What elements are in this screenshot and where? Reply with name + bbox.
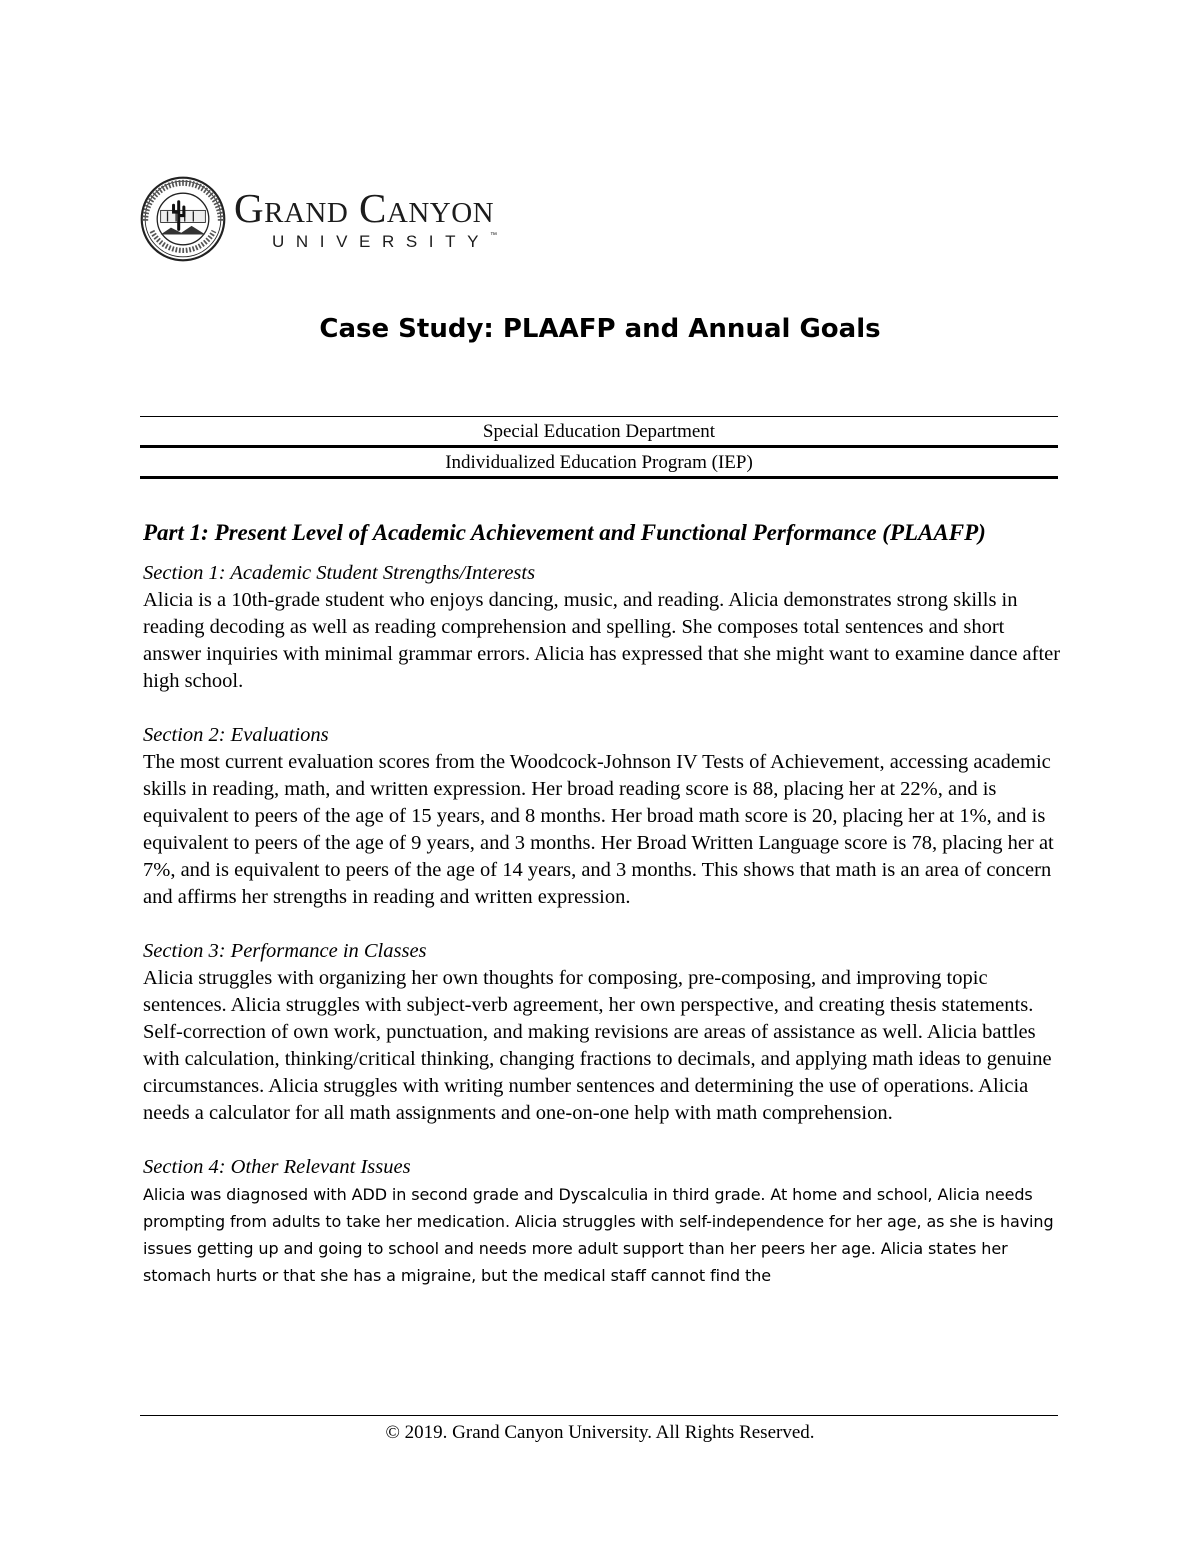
copyright-footer: © 2019. Grand Canyon University. All Rights Reserved. bbox=[385, 1422, 815, 1443]
section-paragraph: Alicia was diagnosed with ADD in second grade and Dyscalculia in third grade. At home and school, Alicia needs prompting from adults to take her medication. Alicia struggles with self-independence for her age, as she is having issues getting up and going to school and needs more adult support than her peers her age. Alicia states her stomach hurts or that she has a migraine, but the medical staff cannot find the bbox=[143, 1185, 1054, 1285]
document-body bbox=[143, 516, 1063, 1289]
footer-rule bbox=[140, 1415, 1058, 1416]
wordmark-bottom-text: UNIVERSITY bbox=[272, 232, 491, 251]
header-row-program: Individualized Education Program (IEP) bbox=[445, 452, 753, 473]
trademark-symbol: ™ bbox=[490, 232, 498, 239]
wordmark-bottom bbox=[234, 232, 497, 252]
section-paragraph: Alicia struggles with organizing her own thoughts for composing, pre-composing, and improving topic sentences. Alicia struggles with subject-verb agreement, her own perspective, and creating thesis statements. Self-correction of own work, punctuation, and making revisions are areas of assistance as well. Alicia battles with calculation, thinking/critical thinking, changing fractions to decimals, and applying math ideas to genuine circumstances. Alicia struggles with writing number sentences and determining the use of operations. Alicia needs a calculator for all math assignments and one-on-one help with math comprehension. bbox=[143, 967, 1052, 1124]
part-heading: Part 1: Present Level of Academic Achievement and Functional Performance (PLAAFP) bbox=[143, 520, 986, 545]
wordmark bbox=[234, 186, 497, 252]
section-heading: Section 3: Performance in Classes bbox=[143, 940, 427, 962]
section-heading: Section 4: Other Relevant Issues bbox=[143, 1156, 411, 1178]
header-rule-bottom bbox=[140, 476, 1058, 479]
gcu-logo bbox=[140, 176, 497, 262]
section-heading: Section 2: Evaluations bbox=[143, 724, 329, 746]
university-seal-icon bbox=[140, 176, 226, 262]
section-paragraph: The most current evaluation scores from the Woodcock-Johnson IV Tests of Achievement, accessing academic skills in reading, math, and written expression. Her broad reading score is 88, placing her at 22%, and is equivalent to peers of the age of 15 years, and 8 months. Her broad math score is 20, placing her at 1%, and is equivalent to peers of the age of 9 years, and 3 months. Her Broad Written Language score is 78, placing her at 7%, and is equivalent to peers of the age of 14 years, and 3 months. This shows that math is an area of concern and affirms her strengths in reading and written expression. bbox=[143, 751, 1054, 908]
page-title: Case Study: PLAAFP and Annual Goals bbox=[319, 314, 881, 344]
section-heading: Section 1: Academic Student Strengths/Interests bbox=[143, 562, 536, 584]
section-paragraph: Alicia is a 10th-grade student who enjoys dancing, music, and reading. Alicia demonstrates strong skills in reading decoding as well as reading comprehension and spelling. She composes total sentences and short answer inquiries with minimal grammar errors. Alicia has expressed that she might want to examine dance after high school. bbox=[143, 589, 1061, 692]
header-table bbox=[140, 416, 1058, 479]
wordmark-top-text: Grand Canyon bbox=[234, 185, 495, 231]
wordmark-top bbox=[234, 186, 497, 230]
header-row-department: Special Education Department bbox=[482, 421, 716, 442]
